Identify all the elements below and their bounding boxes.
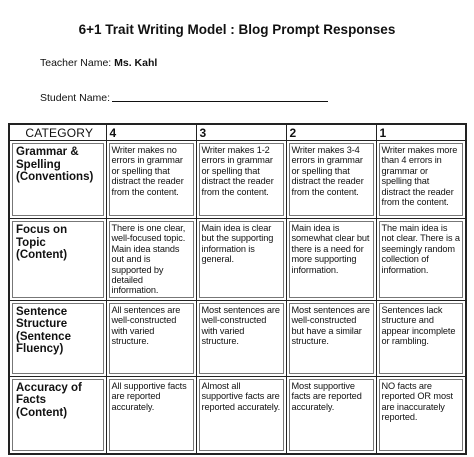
table-cell xyxy=(376,219,466,301)
category-cell xyxy=(9,219,106,301)
cell-text: NO facts are reported OR most are inaccurately reported. xyxy=(381,380,453,423)
table-row xyxy=(9,300,466,376)
table-cell xyxy=(376,141,466,219)
header-score-2: 2 xyxy=(286,124,376,141)
table-cell xyxy=(196,300,286,376)
cell-text: All sentences are well-constructed with varied structure. xyxy=(111,304,181,347)
table-cell xyxy=(286,300,376,376)
table-cell xyxy=(106,300,196,376)
cell-text: All supportive facts are reported accurately. xyxy=(111,380,187,412)
student-name-label: Student Name: xyxy=(40,92,111,104)
teacher-name-value: Ms. Kahl xyxy=(114,57,158,69)
header-score-4: 4 xyxy=(106,124,196,141)
table-cell xyxy=(286,141,376,219)
table-cell xyxy=(106,219,196,301)
header-score-3: 3 xyxy=(196,124,286,141)
header-row xyxy=(9,124,466,141)
table-cell xyxy=(106,141,196,219)
category-label: Accuracy of Facts (Content) xyxy=(16,381,82,419)
header-category: CATEGORY xyxy=(9,124,106,141)
category-label: Grammar & Spelling (Conventions) xyxy=(16,146,94,183)
category-label: Focus on Topic (Content) xyxy=(16,224,68,261)
student-name-field[interactable] xyxy=(112,101,328,102)
table-cell xyxy=(376,300,466,376)
cell-text: Almost all supportive facts are reported accurately. xyxy=(201,380,281,412)
rubric-table xyxy=(8,123,467,455)
cell-text: Writer makes 3-4 errors in grammar or spelling that distract the reader from the content. xyxy=(291,145,364,197)
teacher-name-row xyxy=(40,57,157,69)
cell-text: There is one clear, well-focused topic. Main idea stands out and is supported by detailed information. xyxy=(111,223,186,296)
cell-text: Main idea is somewhat clear but there is a need for more supporting information. xyxy=(291,223,370,275)
page-title: 6+1 Trait Writing Model : Blog Prompt Responses xyxy=(78,22,396,37)
cell-text: Most supportive facts are reported accurately. xyxy=(291,380,362,412)
cell-text: The main idea is not clear. There is a seemingly random collection of information. xyxy=(381,223,460,275)
teacher-name-label: Teacher Name: xyxy=(40,57,112,69)
table-row xyxy=(9,219,466,301)
category-cell xyxy=(9,376,106,454)
cell-text: Writer makes 1-2 errors in grammar or spelling that distract the reader from the content. xyxy=(201,145,274,197)
table-row xyxy=(9,141,466,219)
table-row xyxy=(9,376,466,454)
cell-text: Most sentences are well-constructed with varied structure. xyxy=(201,304,280,347)
table-cell xyxy=(106,376,196,454)
table-cell xyxy=(376,376,466,454)
category-cell xyxy=(9,300,106,376)
category-cell xyxy=(9,141,106,219)
table-cell xyxy=(196,219,286,301)
table-cell xyxy=(196,376,286,454)
table-cell xyxy=(286,219,376,301)
cell-text: Main idea is clear but the supporting information is general. xyxy=(201,223,274,265)
cell-text: Writer makes more than 4 errors in grammar or spelling that distract the reader from the content. xyxy=(381,145,458,208)
cell-text: Writer makes no errors in grammar or spelling that distract the reader from the content. xyxy=(111,145,184,197)
category-label: Sentence Structure (Sentence Fluency) xyxy=(16,305,71,356)
header-score-1: 1 xyxy=(376,124,466,141)
table-cell xyxy=(196,141,286,219)
table-cell xyxy=(286,376,376,454)
cell-text: Most sentences are well-constructed but have a similar structure. xyxy=(291,304,370,347)
cell-text: Sentences lack structure and appear incomplete or rambling. xyxy=(381,304,456,347)
